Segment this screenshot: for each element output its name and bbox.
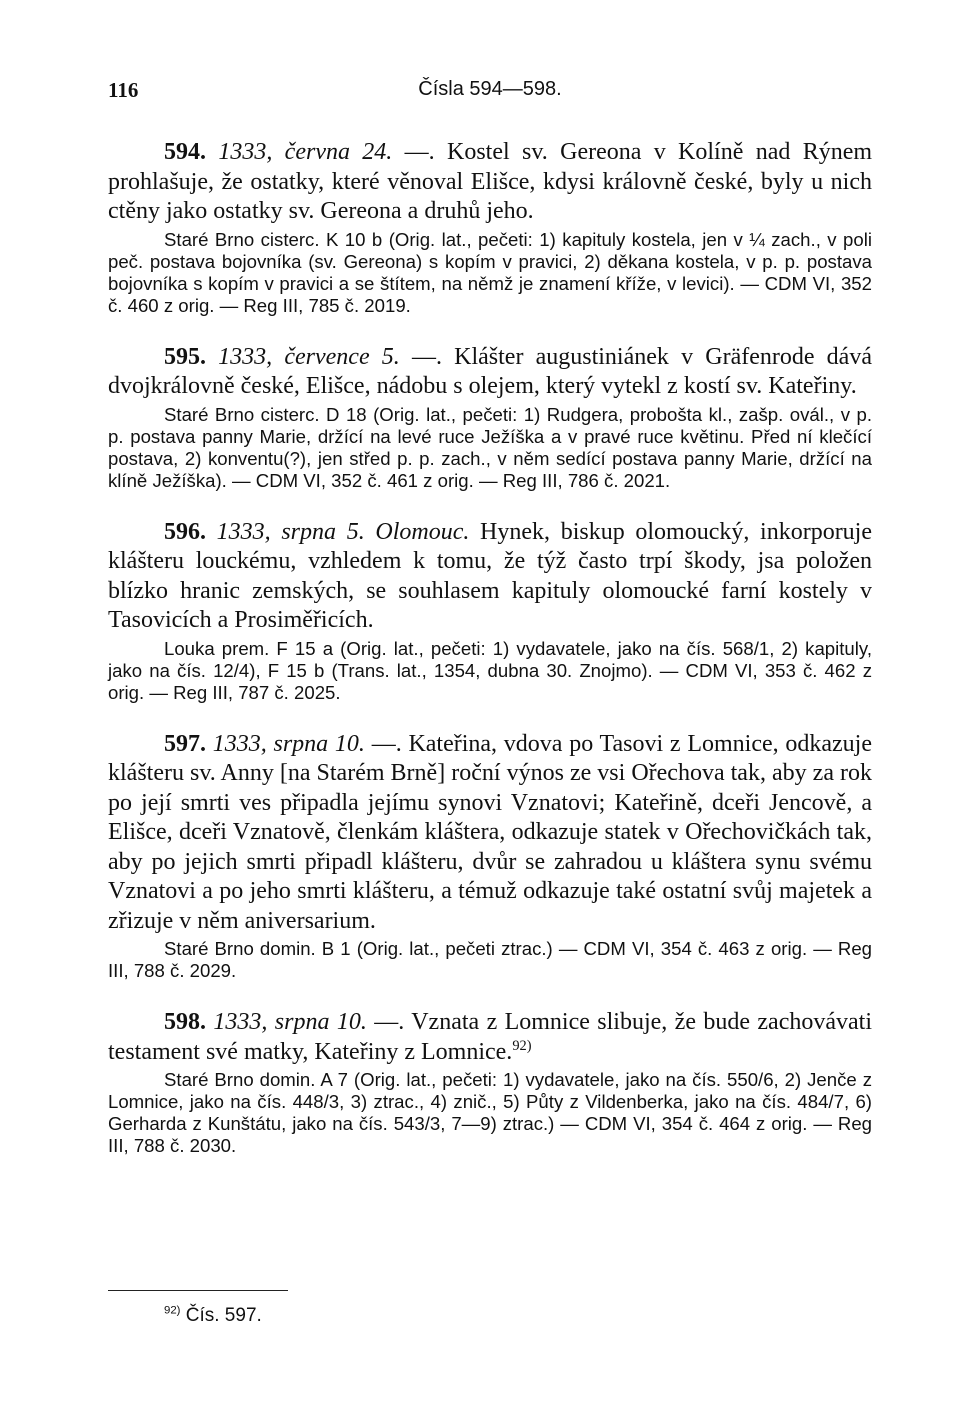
entry-regest [108,1008,872,1067]
entry-date: 1333, srpna 10. [213,1009,367,1035]
entry-text: Kostel sv. Gereona v Kolíně nad Rýnem prohlašuje, že ostatky, které věnoval Elišce, kdysi královně české, byly u nich ctěny jako ostatky sv. Gereona a druhů jeho. [108,139,873,224]
entry-text: Hynek, biskup olomoucký, inkorporuje klášteru louckému, vzhledem k tomu, že týž často trpí škody, jsa položen blízko hranic zemských, se souhlasem kapituly olomoucké farní kostely v Tasovicích a Prosiměřicích. [108,518,872,633]
entry-text: Klášter augustiniánek v Gräfenrode dává dvojkrálovně české, Elišce, nádobu s olejem, který vytekl z kostí sv. Kateřiny. [108,343,872,399]
footnote-marker: 92) [164,1304,181,1317]
entry-596 [108,518,872,704]
entry-note: Louka prem. F 15 a (Orig. lat., pečeti: 1) vydavatele, jako na čís. 568/1, 2) kapituly, jako na čís. 12/4), F 15 b (Trans. lat., 1354, dubna 30. Znojmo). — CDM VI, 353 č. 462 z orig. — Reg III, 787 č. 2025. [108,637,872,703]
document-body [108,138,872,1183]
footnote [164,1305,262,1327]
footnote-reference[interactable]: 92) [512,1037,532,1054]
entry-regest [108,343,872,402]
entry-number: 598. [164,1009,206,1035]
entry-text: Kateřina, vdova po Tasovi z Lomnice, odkazuje klášteru sv. Anny [na Starém Brně] roční výnos ze vsi Ořechova tak, aby za rok po její smrti ves připadla jejímu synovi Vznatovi; Kateřině, dceři Jencově, a Elišce, dceři Vznatově, členkám kláštera, odkazuje statek v Ořechovičkách tak, aby po jejich smrti připadl klášteru, dvůr se zahradou u kláštera synu svému Vznatovi a po jeho smrti klášteru, a témuž odkazuje také ostatní svůj majetek a zřizuje v něm aniversarium. [108,730,872,934]
entry-595 [108,343,872,492]
entry-note: Staré Brno cisterc. K 10 b (Orig. lat., pečeti: 1) kapituly kostela, jen v ¼ zach., v poli peč. postava bojovníka (sv. Gereona) s kopím v pravici, 2) děkana kostela, v p. p. postava bojovníka s kopím v pravici a se štítem, na němž je znamení kříže, v levici). — CDM VI, 352 č. 460 z orig. — Reg III, 785 č. 2019. [108,228,872,316]
entry-date: 1333, srpna 5. [216,518,365,545]
page-number: 116 [108,78,139,102]
entry-place: —. [411,343,442,370]
entry-place: —. [374,1009,405,1035]
entry-date: 1333, srpna 10. [212,730,365,757]
entry-number: 597. [164,730,206,757]
entry-text: Vznata z Lomnice slibuje, že bude zachovávati testament své matky, Kateřiny z Lomnice. [108,1009,873,1065]
entry-number: 596. [164,518,206,545]
entry-note: Staré Brno cisterc. D 18 (Orig. lat., pečeti: 1) Rudgera, proboštа kl., zašp. ovál., v p. p. postava panny Marie, držící na levé ruce Ježíška a v pravé ruce květinu. Před ní klečící postava, 2) konventu(?), jen střed p. p. zach., v něm sedící postava panny Marie, držící na klíně Ježíška). — CDM VI, 352 č. 461 z orig. — Reg III, 786 č. 2021. [108,403,872,491]
entry-place: Olomouc. [375,518,470,545]
entry-note: Staré Brno domin. B 1 (Orig. lat., pečeti ztrac.) — CDM VI, 354 č. 463 z orig. — Reg III, 788 č. 2029. [108,938,872,981]
entry-regest [108,138,872,227]
running-title: Čísla 594—598. [418,78,562,100]
entry-place: —. [371,730,402,757]
entry-594 [108,138,872,317]
entry-note: Staré Brno domin. A 7 (Orig. lat., pečeti: 1) vydavatele, jako na čís. 550/6, 2) Jenče z Lomnice, jako na čís. 448/3, 3) ztrac., 4) znič., 5) Půty z Vildenberka, jako na čís. 484/7, 6) Gerharda z Kunštátu, jako na čís. 543/3, 7—9) ztrac.) — CDM VI, 354 č. 464 z orig. — Reg III, 788 č. 2030. [108,1069,872,1156]
entry-number: 594. [164,139,206,165]
entry-regest [108,730,872,937]
entry-598 [108,1008,872,1157]
footnote-divider [108,1290,288,1291]
entry-date: 1333, července 5. [218,343,400,370]
entry-number: 595. [164,343,206,370]
entry-regest [108,518,872,636]
footnote-text: Čís. 597. [185,1305,262,1326]
entry-date: 1333, června 24. [218,139,393,165]
page-header [108,78,872,106]
entry-597 [108,730,872,983]
entry-place: —. [404,139,435,165]
